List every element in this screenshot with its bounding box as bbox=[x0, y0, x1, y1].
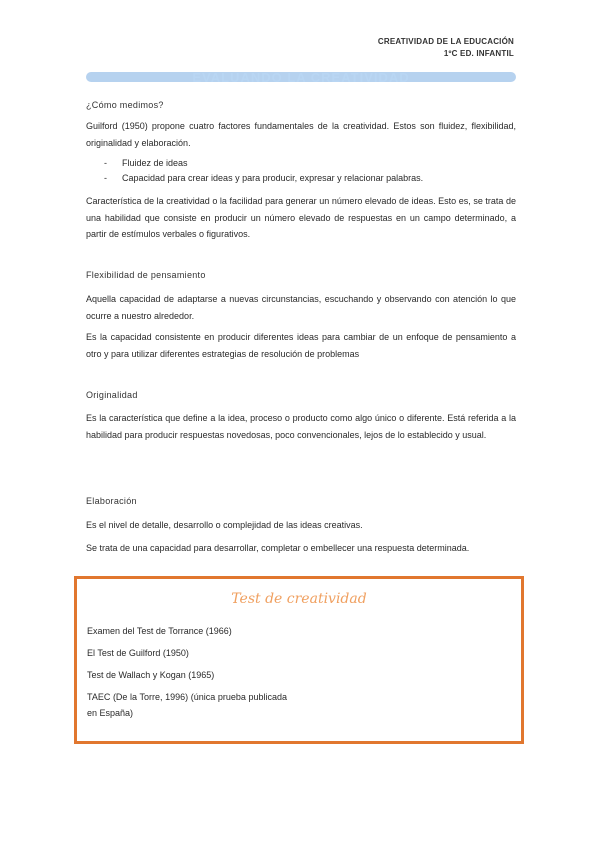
section-heading-originalidad: Originalidad bbox=[86, 390, 138, 400]
section-heading-elaboracion: Elaboración bbox=[86, 496, 137, 506]
flexibilidad-paragraph-2: Es la capacidad consistente en producir diferentes ideas para cambiar de un enfoque de pensamiento a otro y para utilizar diferentes estrategias de resolución de problemas bbox=[86, 332, 516, 359]
originalidad-paragraph: Es la característica que define a la idea, proceso o producto como algo único o diferente. Está referida a la habilidad para producir respuestas novedosas, poco convencionales, lejos de lo establecido y usual. bbox=[86, 413, 516, 440]
document-header bbox=[378, 36, 514, 60]
bullet-text: Capacidad para crear ideas y para producir, expresar y relacionar palabras. bbox=[122, 173, 424, 183]
bullet-text: Fluidez de ideas bbox=[122, 158, 188, 168]
elaboracion-paragraph-2: Se trata de una capacidad para desarrollar, completar o embellecer una respuesta determinada. bbox=[86, 543, 470, 553]
section-heading-como-medimos: ¿Cómo medimos? bbox=[86, 100, 164, 110]
test-item: El Test de Guilford (1950) bbox=[87, 648, 189, 658]
intro-paragraph: Guilford (1950) propone cuatro factores fundamentales de la creatividad. Estos son fluidez, flexibilidad, originalidad y elaboración. bbox=[86, 121, 516, 148]
fluidez-paragraph: Característica de la creatividad o la facilidad para generar un número elevado de ideas. Esto es, se trata de una habilidad que consiste en producir un número elevado de respuestas en un campo determinado, a partir de estímulos verbales o figurativos. bbox=[86, 196, 516, 239]
header-course: CREATIVIDAD DE LA EDUCACIÓN bbox=[377, 37, 514, 46]
header-group: 1ºC ED. INFANTIL bbox=[443, 49, 514, 58]
test-item: TAEC (De la Torre, 1996) (única prueba publicada en España) bbox=[87, 692, 287, 718]
test-item: Test de Wallach y Kogan (1965) bbox=[87, 670, 215, 680]
bullet-dash: - bbox=[104, 158, 107, 168]
test-box-title: Test de creatividad bbox=[231, 591, 367, 607]
section-heading-flexibilidad: Flexibilidad de pensamiento bbox=[86, 270, 206, 280]
flexibilidad-paragraph-1: Aquella capacidad de adaptarse a nuevas circunstancias, escuchando y observando con atención lo que ocurre a nuestro alrededor. bbox=[86, 294, 516, 321]
test-box bbox=[74, 576, 524, 744]
elaboracion-paragraph-1: Es el nivel de detalle, desarrollo o complejidad de las ideas creativas. bbox=[86, 520, 363, 530]
test-item: Examen del Test de Torrance (1966) bbox=[87, 626, 232, 636]
page-title: EVALUANDO LA CREATIVIDAD bbox=[192, 70, 410, 85]
bullet-dash: - bbox=[104, 173, 107, 183]
